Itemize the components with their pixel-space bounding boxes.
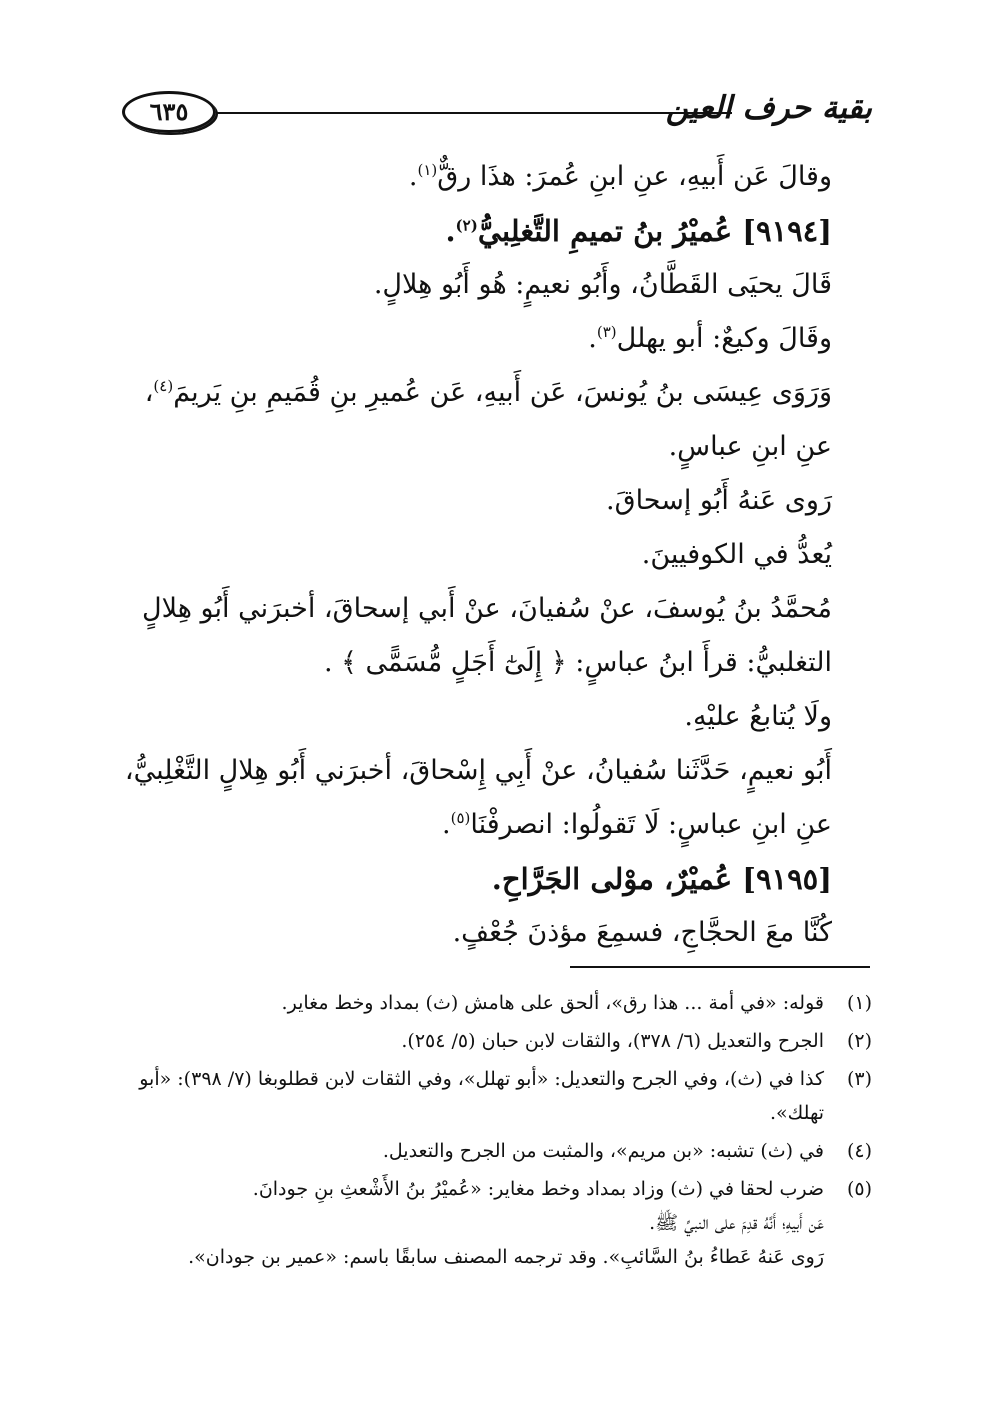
text-line: وقالَ عَن أَبيهِ، عنِ ابنِ عُمرَ: هذَا رقٌّ$^{(١)}$. [408,161,832,192]
footnotes [120,986,872,1278]
footnote-ref: (٥) [450,809,471,827]
footnote-ref: (٣) [596,323,617,341]
text-paragraph: وَرَوَى عِيسَى بنُ يُونسَ، عَن أَبيهِ، عَن عُميرِ بنِ قُمَيمِ بنِ يَريمَ$^{(٤)}$، عنِ ابنِ عباسٍ. [144,377,832,462]
footnote-number: (٣) [846,1068,872,1090]
header-rule [216,112,732,114]
text-line: ولَا يُتابعُ عليْهِ. [684,701,832,732]
footnote-ref: (٢) [455,216,478,235]
footnote-continuation: عَن أَبيهِ؛ أَنَّهُ قدِمَ على النبيِّ ﷺ. [649,1212,824,1234]
footnote-number: (١) [846,992,872,1014]
footnote-ref: (٤) [153,377,174,395]
footnote-separator [570,966,870,968]
text-line: كُنَّا معَ الحجَّاجِ، فسمِعَ مؤذنَ جُعْفٍ. [452,917,832,948]
footnote [120,1024,872,1058]
text-paragraph: أَبُو نعيمٍ، حَدَّثَنا سُفيانُ، عنْ أَبِي إِسْحاقَ، أخبرَني أَبُو هِلالٍ التَّغْلِبيُّ، عنِ ابنِ عباسٍ: لَا تَقولُوا: انصرفْنَا$^{(٥)}$. [124,755,832,840]
main-text [120,150,872,960]
text-paragraph: مُحمَّدُ بنُ يُوسفَ، عنْ سُفيانَ، عنْ أَبي إسحاقَ، أخبرَني أَبُو هِلالٍ التغلبيُّ: قرأَ ابنُ عباسٍ: ﴿ إِلَىٰٓ أَجَلٍ مُّسَمًّى ﴾ . [142,593,832,678]
footnote-number: (٢) [846,1030,872,1052]
footnote-text: ضرب لحقا في (ث) وزاد بمداد وخط مغاير: «عُميْرُ بنُ الأَشْعثِ بنِ جودانَ. [252,1178,824,1200]
footnote [120,1172,872,1274]
footnote-text: الجرح والتعديل (٦/ ٣٧٨)، والثقات لابن حبان (٥/ ٢٥٤). [401,1030,824,1052]
footnote [120,1062,872,1130]
running-title: بقية حرف العين [665,90,872,126]
page-header [120,88,872,136]
text-line: يُعدُّ في الكوفيينَ. [641,539,832,570]
footnote-number: (٥) [846,1178,872,1200]
text-line: رَوى عَنهُ أَبُو إسحاقَ. [606,485,832,516]
footnote [120,1134,872,1168]
footnote-text: في (ث) تشبه: «بن مريم»، والمثبت من الجرح والتعديل. [382,1140,824,1162]
footnote-number: (٤) [846,1140,872,1162]
footnote-ref: (١) [417,161,438,179]
page-number: ٦٣٥ [122,91,216,133]
footnote-text: كذا في (ث)، وفي الجرح والتعديل: «أبو تهلل»، وفي الثقات لابن قطلوبغا (٧/ ٣٩٨): «أبو تهلك». [139,1068,824,1124]
text-line: وقَالَ وكيعٌ: أبو يهلل$^{(٣)}$. [588,323,832,354]
footnote-continuation: رَوى عَنهُ عَطاءُ بنُ السَّائبِ». وقد ترجمه المصنف سابقًا باسم: «عمير بن جودان». [188,1246,824,1268]
entry-heading: [٩١٩٥] عُميْرٌ، موْلى الجَرَّاحِ. [491,862,832,896]
footnote [120,986,872,1020]
entry-heading: [٩١٩٤] عُميْرُ بنُ تميمِ التَّغلِبيُّ$^{(٢)}$. [445,214,832,248]
text-line: قَالَ يحيَى القَطَّانُ، وأَبُو نعيمٍ: هُو أَبُو هِلالٍ. [373,269,832,300]
footnote-text: قوله: «في أمة ... هذا رق»، ألحق على هامش (ث) بمداد وخط مغاير. [281,992,824,1014]
